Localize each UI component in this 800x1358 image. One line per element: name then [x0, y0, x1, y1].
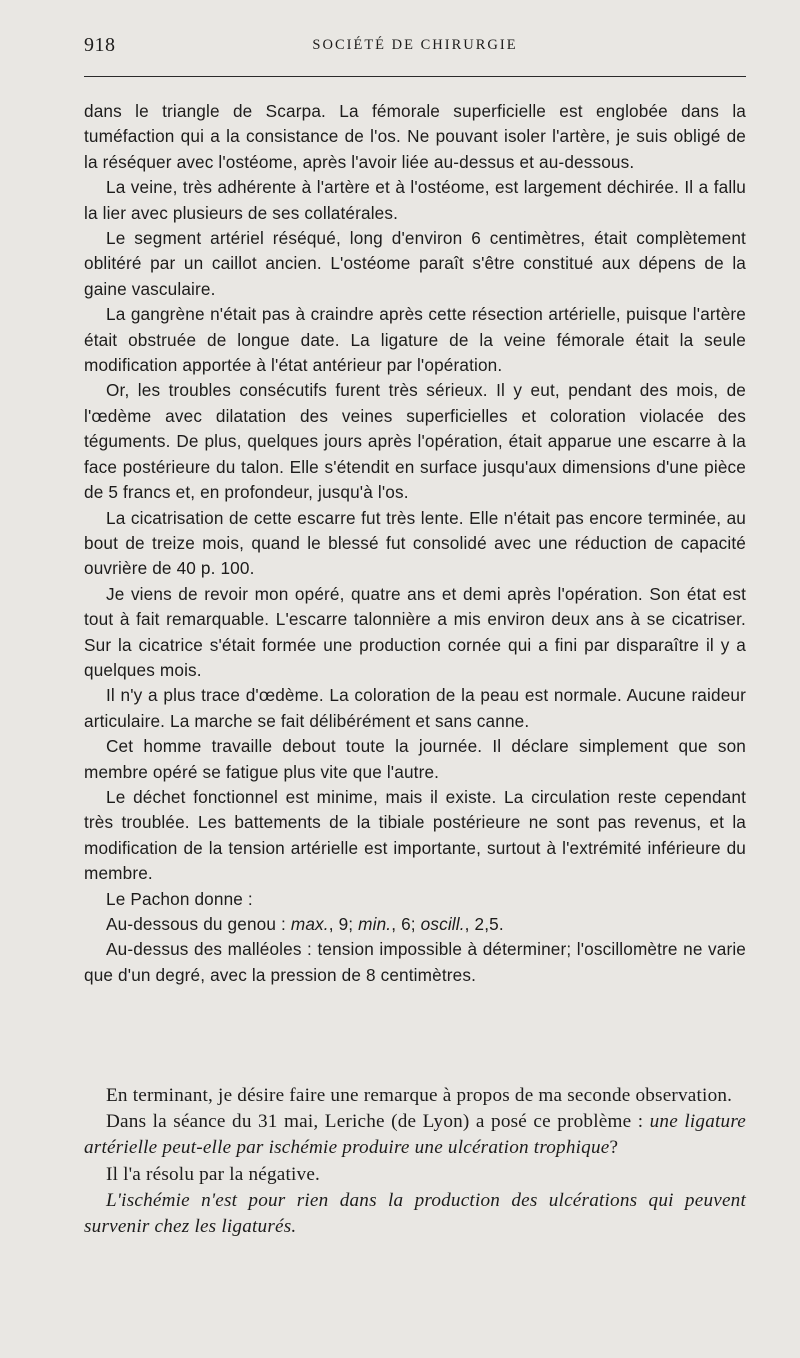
- conclusion-intro: En terminant, je désire faire une remarque à propos de ma seconde observation.: [106, 1085, 733, 1106]
- paragraph: Il n'y a plus trace d'œdème. La coloration de la peau est normale. Aucune raideur articulaire. La marche se fait délibérément et sans canne.: [84, 685, 746, 731]
- ischemia-statement: L'ischémie n'est pour rien dans la production des ulcérations qui peuvent survenir chez les ligaturés.: [84, 1189, 746, 1238]
- paragraph: Je viens de revoir mon opéré, quatre ans et demi après l'opération. Son état est tout à fait remarquable. L'escarre talonnière a mis environ deux ans à se cicatriser. Sur la cicatrice s'était formée une production cornée qui a fini par disparaître il y a quelques mois.: [84, 583, 746, 680]
- paragraph: Or, les troubles consécutifs furent très sérieux. Il y eut, pendant des mois, de l'œdème avec dilatation des veines superficielles et coloration violacée des téguments. De plus, quelques jours après l'opération, était apparue une escarre à la face postérieure du talon. Elle s'étendit en surface jusqu'aux dimensions d'une pièce de 5 francs et, en profondeur, jusqu'à l'os.: [84, 380, 746, 503]
- min-label: min.: [358, 914, 392, 934]
- pachon-reading-knee: [84, 912, 746, 937]
- pachon-prefix: Au-dessous du genou :: [106, 914, 291, 934]
- paragraph: Le segment artériel réséqué, long d'environ 6 centimètres, était complètement oblitéré par un caillot ancien. L'ostéome paraît s'être constitué aux dépens de la gaine vasculaire.: [84, 228, 746, 299]
- seance-paragraph: [84, 1109, 746, 1161]
- conclusion-section: [84, 1083, 746, 1240]
- oscill-label: oscill.: [420, 914, 465, 934]
- paragraph: Le déchet fonctionnel est minime, mais il existe. La circulation reste cependant très troublée. Les battements de la tibiale postérieure ne sont pas revenus, et la modification de la tension artérielle est importante, surtout à l'extrémité inférieure du membre.: [84, 786, 746, 884]
- page-header: [84, 34, 746, 60]
- running-title: SOCIÉTÉ DE CHIRURGIE: [312, 37, 518, 53]
- paragraph: Cet homme travaille debout toute la journée. Il déclare simplement que son membre opéré se fatigue plus vite que l'autre.: [84, 736, 746, 782]
- paragraph: dans le triangle de Scarpa. La fémorale superficielle est englobée dans la tuméfaction qui a la consistance de l'os. Ne pouvant isoler l'artère, je suis obligé de la réséquer avec l'ostéome, après l'avoir liée au-dessus et au-dessous.: [84, 101, 746, 172]
- paragraph: La gangrène n'était pas à craindre après cette résection artérielle, puisque l'artère était obstruée de longue date. La ligature de la veine fémorale était la seule modification apportée à l'état antérieur par l'opération.: [84, 304, 746, 376]
- paragraph: La cicatrisation de cette escarre fut très lente. Elle n'était pas encore terminée, au bout de treize mois, quand le blessé fut consolidé avec une réduction de capacité ouvrière de 40 p. 100.: [84, 507, 746, 579]
- leriche-question: une ligature artérielle peut-elle par ischémie produire une ulcération trophique: [84, 1111, 746, 1159]
- max-label: max.: [290, 914, 329, 934]
- max-value: , 9;: [328, 914, 359, 934]
- seance-prefix: Dans la séance du 31 mai, Leriche (de Lyon) a posé ce problème :: [106, 1111, 650, 1133]
- min-value: , 6;: [391, 914, 421, 934]
- question-mark: ?: [609, 1137, 619, 1159]
- oscill-value: , 2,5.: [464, 914, 504, 934]
- paragraph: Le Pachon donne :: [106, 888, 253, 909]
- paragraph: La veine, très adhérente à l'artère et à l'ostéome, est largement déchirée. Il a fallu la lier avec plusieurs de ses collatérales.: [84, 177, 746, 223]
- case-report-text: [84, 99, 746, 988]
- pachon-reading-malleoles: Au-dessus des malléoles : tension impossible à déterminer; l'oscillomètre ne varie que d'un degré, avec la pression de 8 centimètres.: [84, 939, 746, 985]
- page-number: 918: [84, 34, 116, 56]
- header-rule: [84, 76, 746, 77]
- resolution: Il l'a résolu par la négative.: [106, 1163, 321, 1185]
